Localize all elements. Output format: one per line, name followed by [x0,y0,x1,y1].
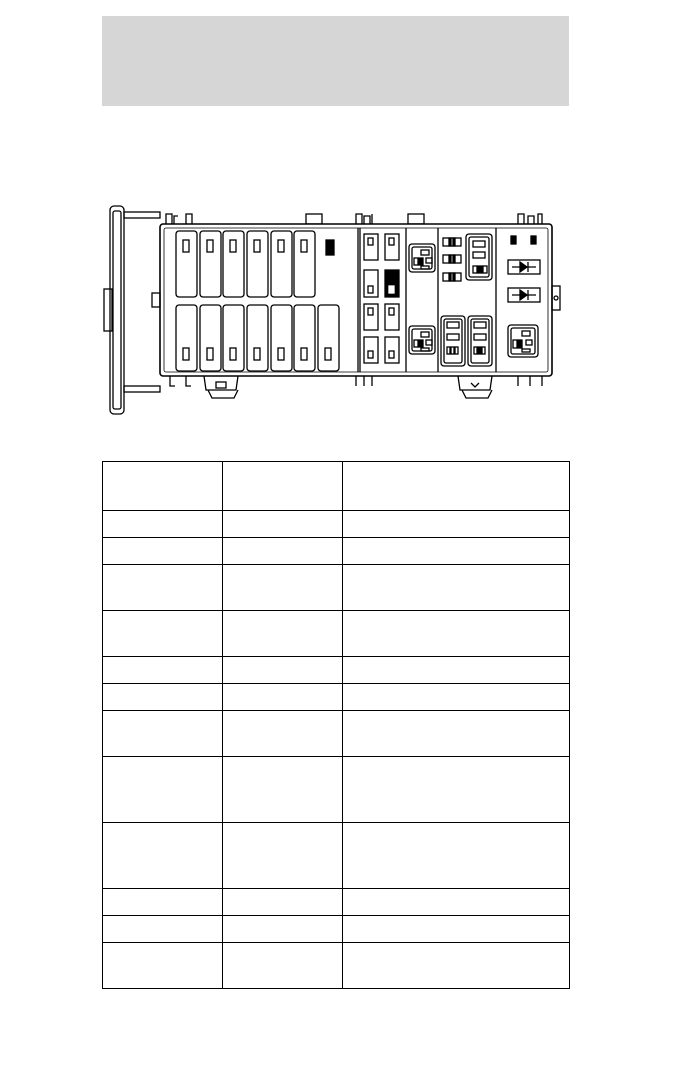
table-cell [343,657,570,684]
fuse-table [102,461,570,989]
table-cell [223,565,343,611]
table-cell [103,684,223,711]
table-cell [223,657,343,684]
table-row [103,657,570,684]
table-cell [343,538,570,565]
table-cell [343,611,570,657]
table-row [103,943,570,989]
table-cell [343,823,570,889]
table-row [103,511,570,538]
table-cell [223,462,343,511]
table-cell [343,889,570,916]
table-row [103,916,570,943]
table-row [103,565,570,611]
table-row [103,711,570,757]
table-row [103,757,570,823]
table-row [103,611,570,657]
table-cell [223,943,343,989]
table-cell [343,757,570,823]
table-cell [343,462,570,511]
fuse-box-diagram [0,0,686,440]
fuse-box-cover [104,206,160,414]
table-cell [343,711,570,757]
table-cell [223,916,343,943]
table-cell [223,611,343,657]
top-clips [166,214,542,224]
table-cell [223,511,343,538]
table-cell [103,657,223,684]
table-cell [343,511,570,538]
table-cell [103,943,223,989]
table-cell [223,823,343,889]
table-cell [223,684,343,711]
table-row [103,684,570,711]
table-cell [103,711,223,757]
table-cell [343,916,570,943]
table-cell [103,538,223,565]
table-cell [223,711,343,757]
table-cell [103,916,223,943]
table-cell [103,889,223,916]
table-cell [103,757,223,823]
table-cell [343,565,570,611]
table-cell [343,943,570,989]
table-row [103,823,570,889]
table-cell [223,538,343,565]
table-cell [103,511,223,538]
table-row [103,538,570,565]
table-cell [103,462,223,511]
bottom-clips [170,376,542,398]
table-cell [343,684,570,711]
fuse-box-housing [160,224,552,376]
table-cell [103,823,223,889]
table-cell [103,565,223,611]
table-cell [103,611,223,657]
table-row [103,889,570,916]
table-cell [223,889,343,916]
table-cell [223,757,343,823]
table-row [103,462,570,511]
